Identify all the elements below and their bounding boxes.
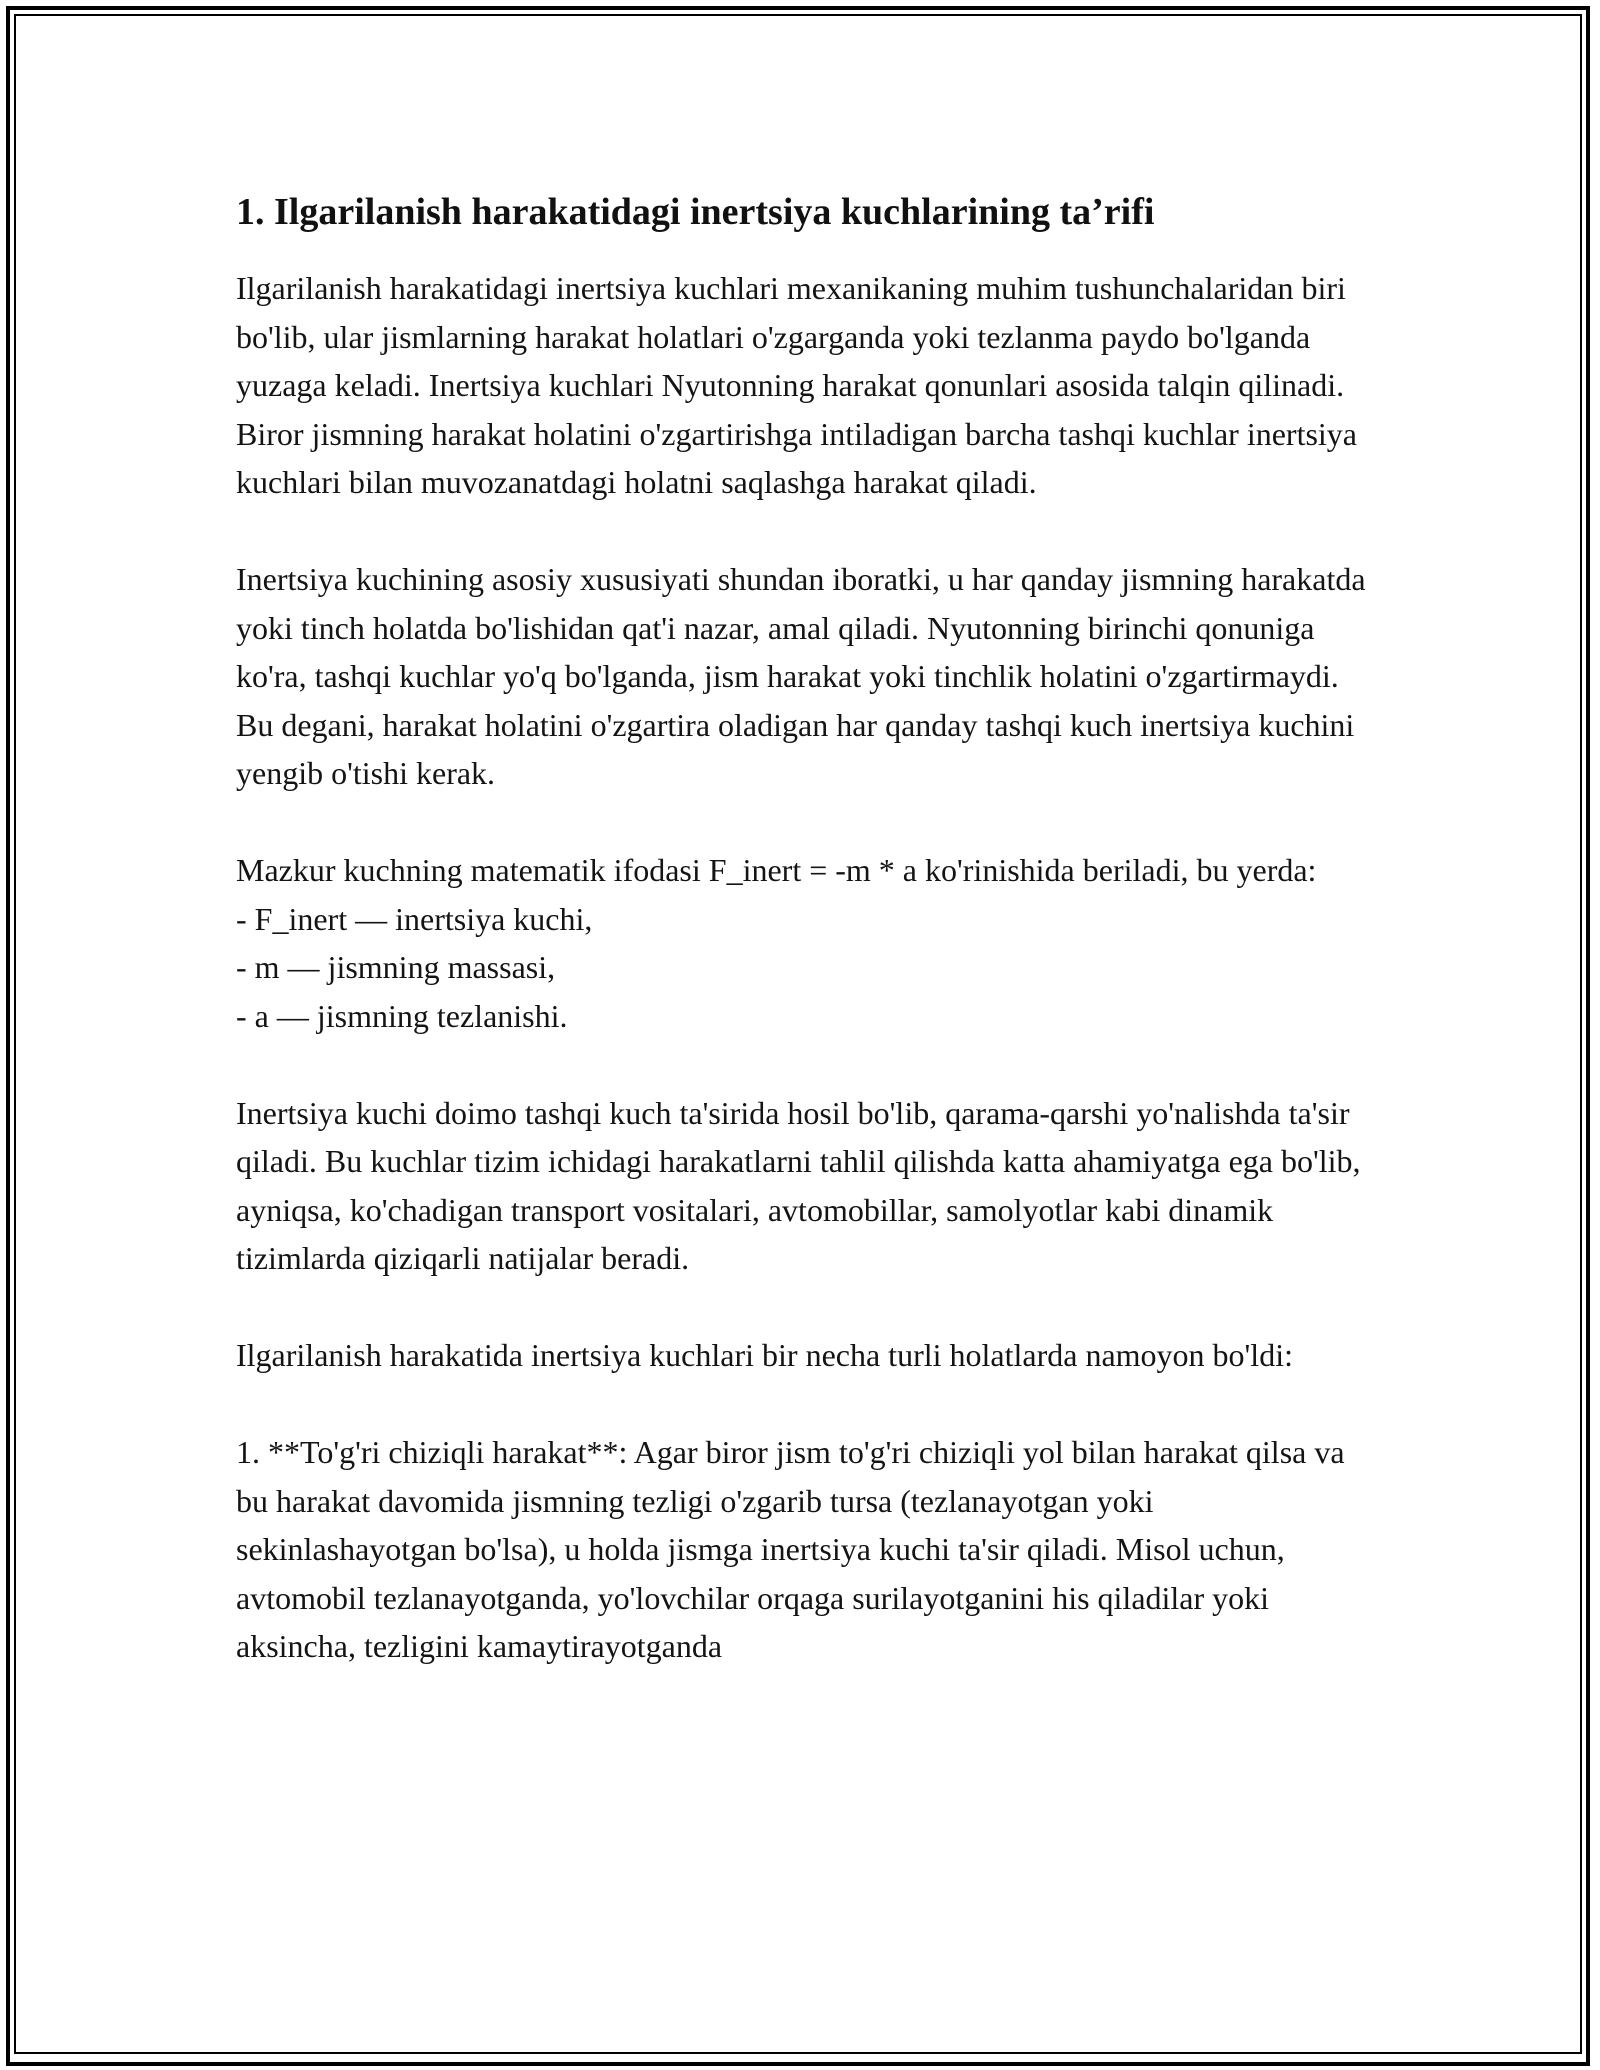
paragraph-property: Inertsiya kuchining asosiy xususiyati shundan iboratki, u har qanday jismning harakatda yoki tinch holatda bo'lishidan qat'i nazar, amal qiladi. Nyutonning birinchi qonuniga ko'ra, tashqi kuchlar yo'q bo'lganda, jism harakat yoki tinchlik holatini o'zgartirmaydi. Bu degani, harakat holatini o'zgartira oladigan har qanday tashqi kuch inertsiya kuchini yengib o'tishi kerak. — [236, 561, 1366, 791]
section-heading: 1. Ilgarilanish harakatidagi inertsiya kuchlarining ta’rifi — [236, 191, 1155, 233]
paragraph-formula: Mazkur kuchning matematik ifodasi F_inert = -m * a ko'rinishida beriladi, bu yerda: - F_inert — inertsiya kuchi, - m — jismning massasi, - a — jismning tezlanishi. — [236, 852, 1317, 1034]
paragraph-direction: Inertsiya kuchi doimo tashqi kuch ta'sirida hosil bo'lib, qarama-qarshi yo'nalishda ta'sir qiladi. Bu kuchlar tizim ichidagi harakatlarni tahlil qilishda katta ahamiyatga ega bo'lib, ayniqsa, ko'chadigan transport vositalari, avtomobillar, samolyotlar kabi dinamik tizimlarda qiziqarli natijalar beradi. — [236, 1094, 1361, 1276]
paragraph-definition: Ilgarilanish harakatidagi inertsiya kuchlari mexanikaning muhim tushunchalaridan biri bo'lib, ular jismlarning harakat holatlari o'zgarganda yoki tezlanma paydo bo'lganda yuzaga keladi. Inertsiya kuchlari Nyutonning harakat qonunlari asosida talqin qilinadi. Biror jismning harakat holatini o'zgartirishga intiladigan barcha tashqi kuchlar inertsiya kuchlari bilan muvozanatdagi holatni saqlashga harakat qiladi. — [236, 270, 1357, 500]
paragraph-straight-line-motion: 1. **To'g'ri chiziqli harakat**: Agar biror jism to'g'ri chiziqli yol bilan harakat qilsa va bu harakat davomida jismning tezligi o'zgarib tursa (tezlanayotgan yoki sekinlashayotgan bo'lsa), u holda jismga inertsiya kuchi ta'sir qiladi. Misol uchun, avtomobil tezlanayotganda, yo'lovchilar orqaga surilayotganini his qiladilar yoki aksincha, tezligini kamaytirayotganda — [236, 1434, 1345, 1664]
paragraph-cases-intro: Ilgarilanish harakatida inertsiya kuchlari bir necha turli holatlarda namoyon bo'ldi: — [236, 1337, 1293, 1373]
document-body — [236, 186, 1376, 1719]
